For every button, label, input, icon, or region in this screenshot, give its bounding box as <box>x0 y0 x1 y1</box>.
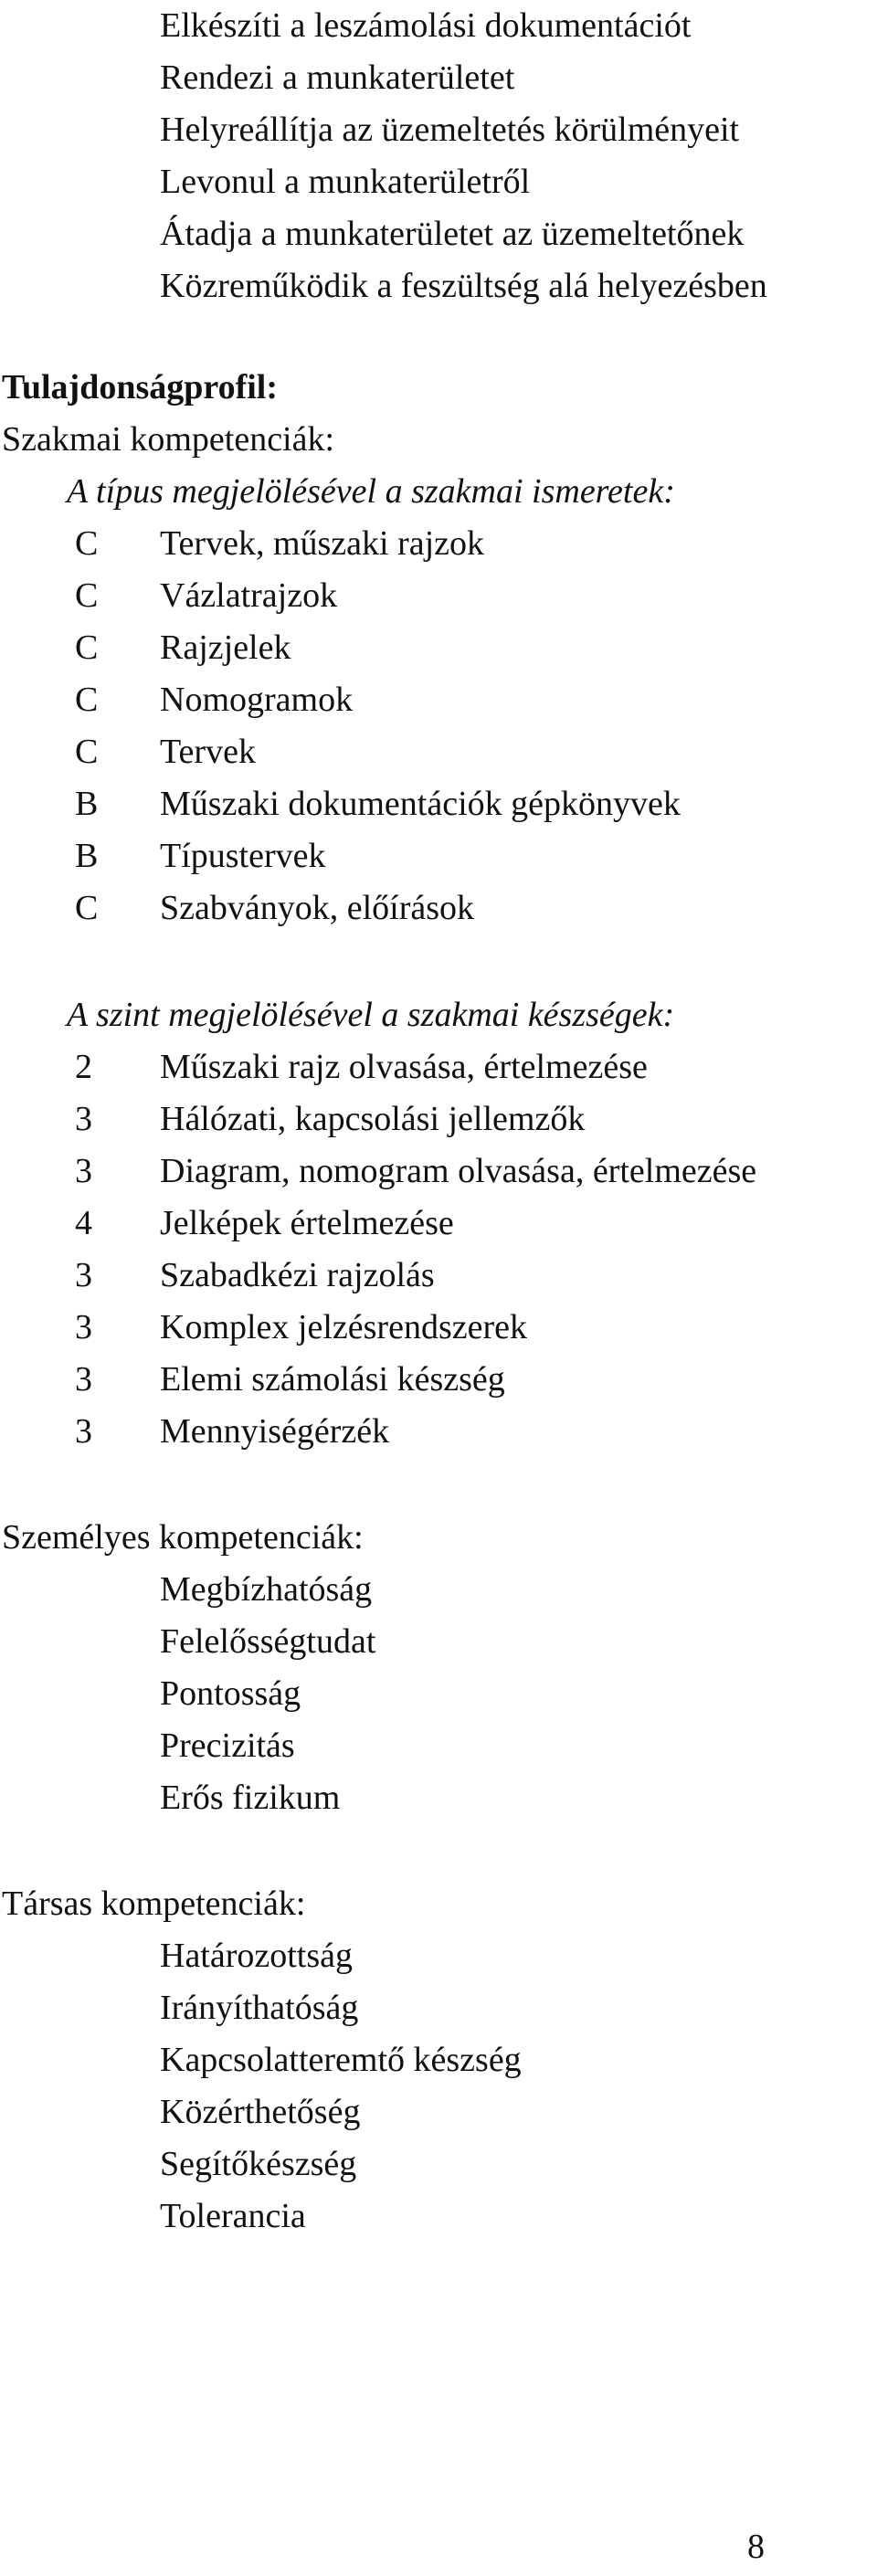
skill-text: Mennyiségérzék <box>160 1412 390 1451</box>
social-competency: Határozottság <box>160 1937 354 1975</box>
knowledge-row <box>0 518 877 570</box>
social-competency: Tolerancia <box>160 2197 306 2235</box>
skill-text: Komplex jelzésrendszerek <box>160 1308 527 1346</box>
intro-task: Levonul a munkaterületről <box>160 163 531 201</box>
knowledge-type-code: C <box>75 681 99 719</box>
social-competency: Segítőkészség <box>160 2145 357 2183</box>
skill-row <box>0 1302 877 1354</box>
knowledge-row <box>0 622 877 674</box>
intro-task: Közreműködik a feszültség alá helyezésben <box>160 267 767 305</box>
knowledge-text: Rajzjelek <box>160 628 291 667</box>
knowledge-row <box>0 674 877 726</box>
knowledge-row <box>0 778 877 830</box>
skill-level-code: 3 <box>75 1100 92 1138</box>
skill-row <box>0 1093 877 1145</box>
skill-row <box>0 1198 877 1250</box>
skill-text: Hálózati, kapcsolási jellemzők <box>160 1100 586 1138</box>
personal-competency: Erős fizikum <box>160 1779 341 1817</box>
skill-text: Szabadkézi rajzolás <box>160 1256 435 1294</box>
knowledge-type-code: C <box>75 733 99 771</box>
personal-competencies-title: Személyes kompetenciák: <box>2 1518 364 1557</box>
intro-task: Átadja a munkaterületet az üzemeltetőnek <box>160 215 745 253</box>
intro-task: Helyreállítja az üzemeltetés körülményeit <box>160 111 740 149</box>
skill-text: Diagram, nomogram olvasása, értelmezése <box>160 1152 757 1190</box>
social-competency: Irányíthatóság <box>160 1989 359 2027</box>
knowledge-text: Műszaki dokumentációk gépkönyvek <box>160 785 681 823</box>
skill-level-code: 4 <box>75 1204 92 1242</box>
skill-level-code: 3 <box>75 1360 92 1399</box>
knowledge-text: Típustervek <box>160 837 326 875</box>
knowledge-type-code: C <box>75 628 99 667</box>
knowledge-type-code: C <box>75 524 99 563</box>
social-competency: Közérthetőség <box>160 2093 361 2131</box>
skill-row <box>0 1145 877 1198</box>
profile-section <box>0 362 877 934</box>
skill-row <box>0 1354 877 1406</box>
skill-row <box>0 1041 877 1093</box>
page-number: 8 <box>747 2528 765 2566</box>
knowledge-text: Tervek, műszaki rajzok <box>160 524 485 563</box>
skill-row <box>0 1250 877 1302</box>
knowledge-type-code: B <box>75 785 99 823</box>
skill-level-code: 3 <box>75 1308 92 1346</box>
knowledge-text: Szabványok, előírások <box>160 889 475 927</box>
social-competency: Kapcsolatteremtő készség <box>160 2041 522 2079</box>
intro-task-list <box>0 0 877 312</box>
knowledge-row <box>0 726 877 778</box>
knowledge-text: Vázlatrajzok <box>160 576 338 615</box>
knowledge-row <box>0 882 877 934</box>
knowledge-text: Nomogramok <box>160 681 354 719</box>
intro-task: Rendezi a munkaterületet <box>160 58 515 97</box>
skill-level-code: 3 <box>75 1256 92 1294</box>
profile-title: Tulajdonságprofil: <box>2 368 278 406</box>
intro-task: Elkészíti a leszámolási dokumentációt <box>160 6 692 45</box>
personal-competency: Megbízhatóság <box>160 1570 373 1609</box>
knowledge-row <box>0 570 877 622</box>
knowledge-type-code: C <box>75 576 99 615</box>
social-competencies-title: Társas kompetenciák: <box>2 1884 306 1923</box>
skill-level-code: 3 <box>75 1152 92 1190</box>
skills-section <box>0 989 877 1458</box>
skill-row <box>0 1406 877 1458</box>
personal-competency: Precizitás <box>160 1726 295 1765</box>
skill-text: Elemi számolási készség <box>160 1360 505 1399</box>
knowledge-type-code: B <box>75 837 99 875</box>
knowledge-text: Tervek <box>160 733 256 771</box>
professional-competencies-title: Szakmai kompetenciák: <box>2 420 335 459</box>
skill-level-code: 3 <box>75 1412 92 1451</box>
skill-text: Jelképek értelmezése <box>160 1204 454 1242</box>
personal-competency: Felelősségtudat <box>160 1622 376 1661</box>
knowledge-row <box>0 830 877 882</box>
personal-competency: Pontosság <box>160 1674 301 1713</box>
social-competencies-section <box>0 1878 877 2243</box>
skills-heading: A szint megjelölésével a szakmai készségek: <box>67 996 675 1034</box>
knowledge-type-code: C <box>75 889 99 927</box>
personal-competencies-section <box>0 1512 877 1824</box>
skill-text: Műszaki rajz olvasása, értelmezése <box>160 1048 648 1086</box>
knowledge-heading: A típus megjelölésével a szakmai ismeretek: <box>67 472 675 511</box>
skill-level-code: 2 <box>75 1048 92 1086</box>
